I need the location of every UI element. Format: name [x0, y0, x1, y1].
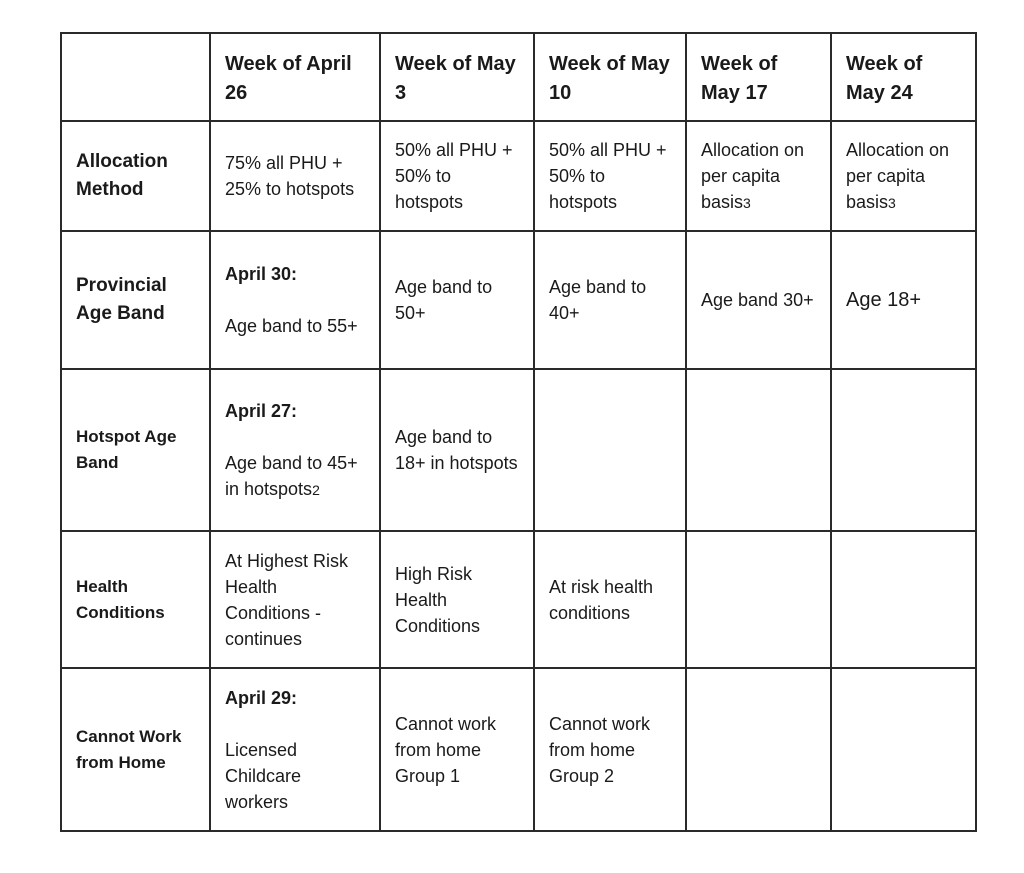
cell-date-heading: April 29:: [225, 687, 298, 708]
table-cell-empty: [686, 369, 831, 531]
cell-text: Allocation on per capita basis: [701, 139, 805, 212]
table-cell: [686, 231, 831, 369]
cell-text: Age band to 55+: [225, 316, 358, 336]
table-cell-empty: [831, 668, 976, 831]
cell-text: Age 18+: [846, 289, 922, 311]
cell-text: Cannot work from home Group 2: [549, 713, 651, 786]
footnote-marker: 3: [888, 194, 896, 211]
column-header-week-apr-26: Week of April 26: [210, 33, 380, 121]
cell-text: Age band to 18+ in hotspots: [395, 427, 518, 473]
vaccine-rollout-table: [60, 32, 977, 832]
cell-text: At risk health conditions: [549, 576, 654, 623]
column-header-week-may-17: Week of May 17: [686, 33, 831, 121]
table-cell: [534, 231, 686, 369]
cell-text: Licensed Childcare workers: [225, 739, 302, 812]
row-header-provincial-age-band: Provincial Age Band: [61, 231, 210, 369]
row-header-health-conditions: Health Conditions: [61, 531, 210, 668]
table-row-provincial-age-band: [61, 231, 976, 369]
table-cell: [380, 668, 534, 831]
row-header-cannot-work-from-home: Cannot Work from Home: [61, 668, 210, 831]
table-row-cannot-work-from-home: [61, 668, 976, 831]
table-cell-empty: [534, 369, 686, 531]
footnote-marker: 2: [312, 481, 320, 498]
column-header-week-may-3: Week of May 3: [380, 33, 534, 121]
cell-text: Age band to 50+: [395, 277, 493, 323]
cell-text: 50% all PHU + 50% to hotspots: [549, 139, 667, 212]
table-cell-empty: [686, 531, 831, 668]
table-row-health-conditions: [61, 531, 976, 668]
cell-text: Age band to 40+: [549, 277, 647, 323]
table-cell-empty: [831, 369, 976, 531]
row-header-hotspot-age-band: Hotspot Age Band: [61, 369, 210, 531]
table-cell: [534, 531, 686, 668]
table-cell-empty: [686, 668, 831, 831]
column-header-week-may-24: Week of May 24: [831, 33, 976, 121]
cell-date-heading: April 30:: [225, 264, 298, 284]
table-cell: [534, 668, 686, 831]
cell-text: High Risk Health Conditions: [395, 563, 481, 636]
table-cell: [380, 369, 534, 531]
cell-text: Cannot work from home Group 1: [395, 713, 497, 786]
table-cell: [210, 668, 380, 831]
footnote-marker: 3: [743, 194, 751, 211]
table-cell: [380, 231, 534, 369]
table-cell: [210, 121, 380, 231]
table-cell: [534, 121, 686, 231]
cell-text: Age band 30+: [701, 290, 814, 310]
table-cell: [831, 231, 976, 369]
table-cell: [686, 121, 831, 231]
table-cell: [210, 231, 380, 369]
table-cell-empty: [831, 531, 976, 668]
table-row-allocation-method: [61, 121, 976, 231]
cell-text: Age band to 45+ in hotspots: [225, 452, 358, 499]
table-cell: [831, 121, 976, 231]
cell-text: 50% all PHU + 50% to hotspots: [395, 139, 513, 212]
table-cell: [380, 531, 534, 668]
header-row: [61, 33, 976, 121]
table-cell: [380, 121, 534, 231]
column-header-week-may-10: Week of May 10: [534, 33, 686, 121]
cell-text: At Highest Risk Health Conditions - continues: [225, 550, 349, 649]
table-cell: [210, 369, 380, 531]
corner-header-cell: [61, 33, 210, 121]
cell-text: Allocation on per capita basis: [846, 139, 950, 212]
cell-text: 75% all PHU + 25% to hotspots: [225, 152, 355, 199]
table-row-hotspot-age-band: [61, 369, 976, 531]
cell-date-heading: April 27:: [225, 400, 298, 421]
table-cell: [210, 531, 380, 668]
row-header-allocation-method: Allocation Method: [61, 121, 210, 231]
